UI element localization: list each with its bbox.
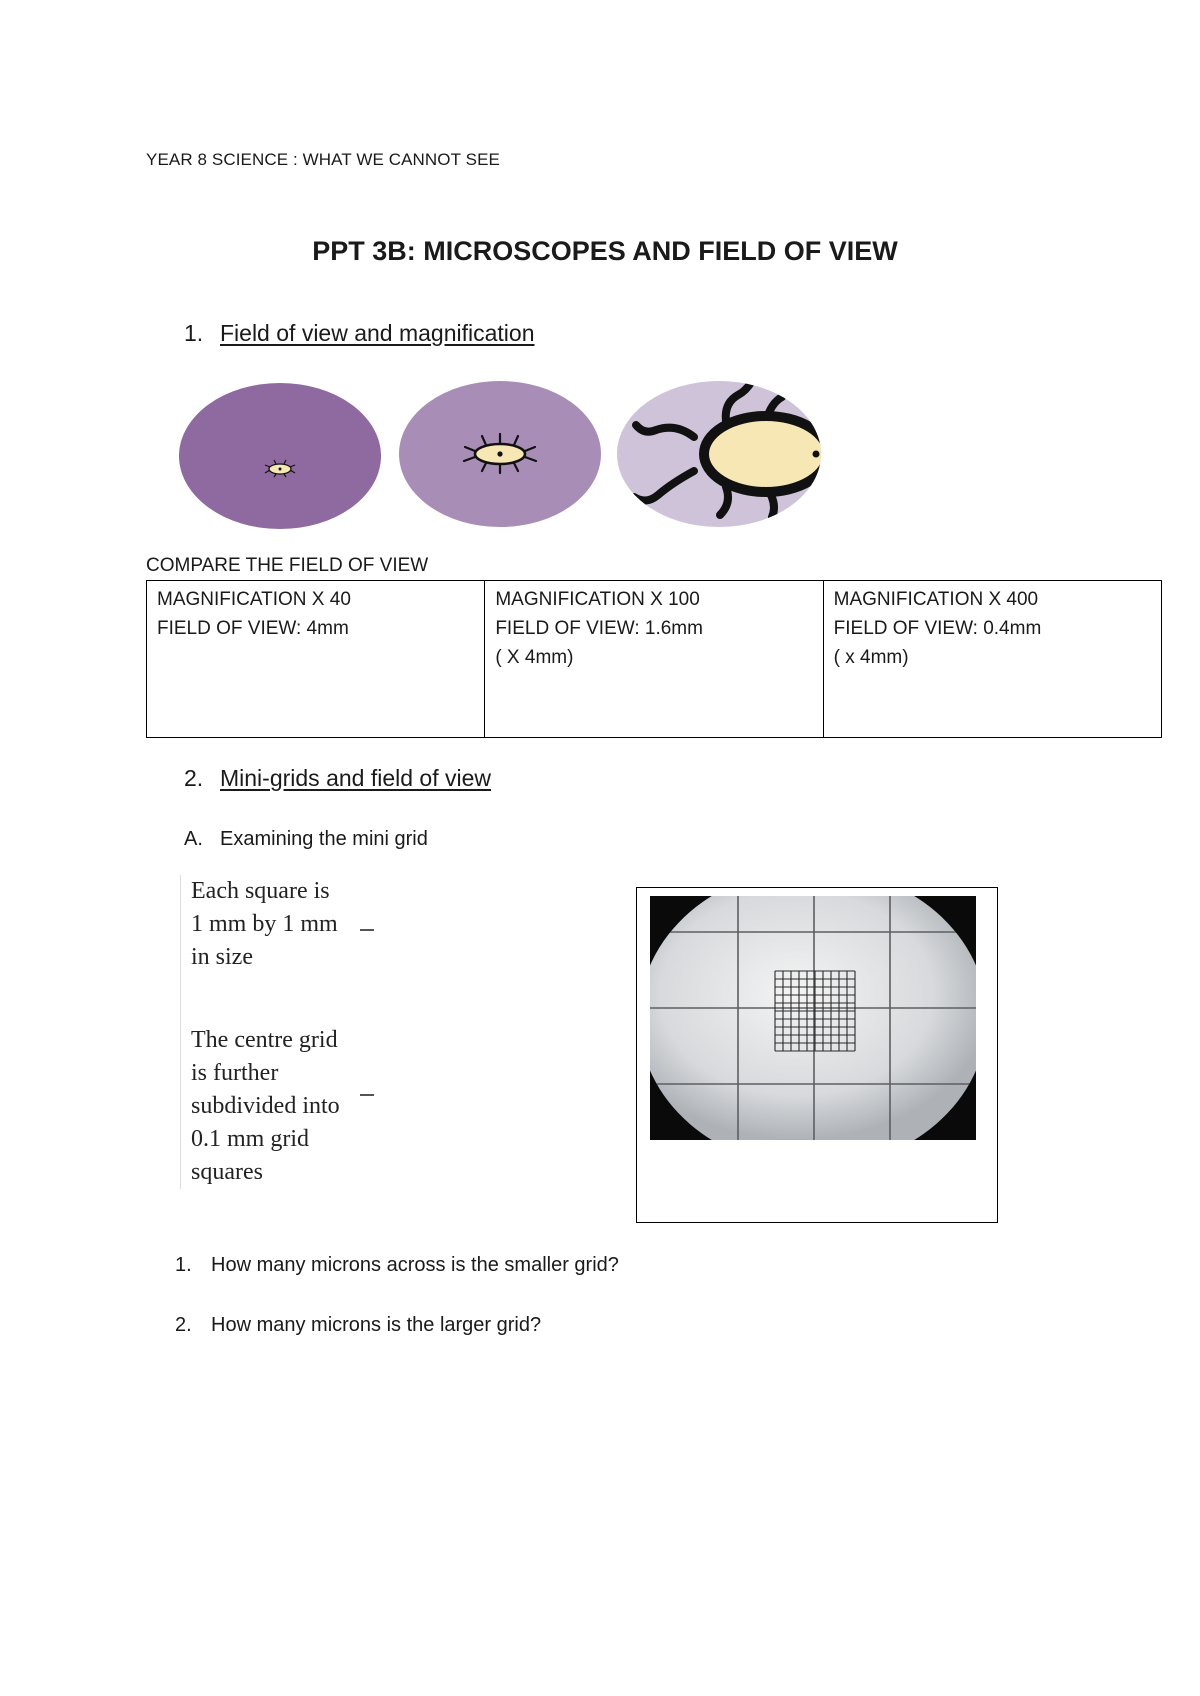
caption-line: Each square is: [191, 878, 330, 904]
caption-line: 0.1 mm grid: [191, 1126, 309, 1152]
question-number: 2.: [175, 1314, 192, 1336]
caption-line: is further: [191, 1060, 279, 1086]
section-2-title: Mini-grids and field of view: [220, 765, 492, 791]
caption-line: squares: [191, 1159, 263, 1185]
question-1: [175, 1254, 619, 1277]
question-2: [175, 1314, 541, 1337]
fov-circle-x40: [179, 383, 381, 529]
pointer-dash: [360, 929, 374, 931]
field-of-view-value: FIELD OF VIEW: 4mm: [157, 618, 349, 639]
pointer-dash: [360, 1094, 374, 1096]
mini-grid-caption: [180, 875, 391, 1189]
table-cell-x400: [823, 581, 1161, 738]
field-of-view-illustration: [166, 375, 832, 530]
mini-grid-photo-frame: [636, 887, 998, 1223]
caption-line: in size: [191, 944, 253, 970]
subsection-a-title: Examining the mini grid: [220, 828, 428, 850]
mini-grid-photo: [650, 896, 976, 1140]
caption-line: subdivided into: [191, 1093, 340, 1119]
caption-line: The centre grid: [191, 1027, 338, 1053]
compare-label: COMPARE THE FIELD OF VIEW: [146, 555, 429, 576]
section-1-title: Field of view and magnification: [220, 320, 535, 346]
subsection-a-heading: [184, 828, 428, 851]
field-of-view-value: FIELD OF VIEW: 0.4mm: [833, 618, 1042, 639]
caption-line: 1 mm by 1 mm: [191, 911, 338, 937]
field-of-view-note: ( X 4mm): [495, 647, 574, 668]
page-title: PPT 3B: MICROSCOPES AND FIELD OF VIEW: [312, 236, 898, 266]
section-2-number: 2.: [184, 765, 204, 791]
magnification-value: MAGNIFICATION X 100: [495, 589, 700, 610]
course-header: YEAR 8 SCIENCE : WHAT WE CANNOT SEE: [146, 150, 500, 169]
question-text: How many microns across is the smaller grid?: [211, 1254, 619, 1276]
magnification-value: MAGNIFICATION X 40: [157, 589, 351, 610]
section-1-heading: [184, 320, 535, 347]
magnification-value: MAGNIFICATION X 400: [833, 589, 1039, 610]
section-2-heading: [184, 765, 491, 792]
field-of-view-note: ( x 4mm): [833, 647, 909, 668]
table-cell-x100: [485, 581, 823, 738]
table-cell-x40: [147, 581, 485, 738]
field-of-view-value: FIELD OF VIEW: 1.6mm: [495, 618, 703, 639]
magnification-table: [146, 580, 1162, 738]
subsection-a-letter: A.: [184, 828, 203, 850]
table-row: [147, 581, 1162, 738]
question-number: 1.: [175, 1254, 192, 1276]
section-1-number: 1.: [184, 320, 204, 346]
question-text: How many microns is the larger grid?: [211, 1314, 542, 1336]
